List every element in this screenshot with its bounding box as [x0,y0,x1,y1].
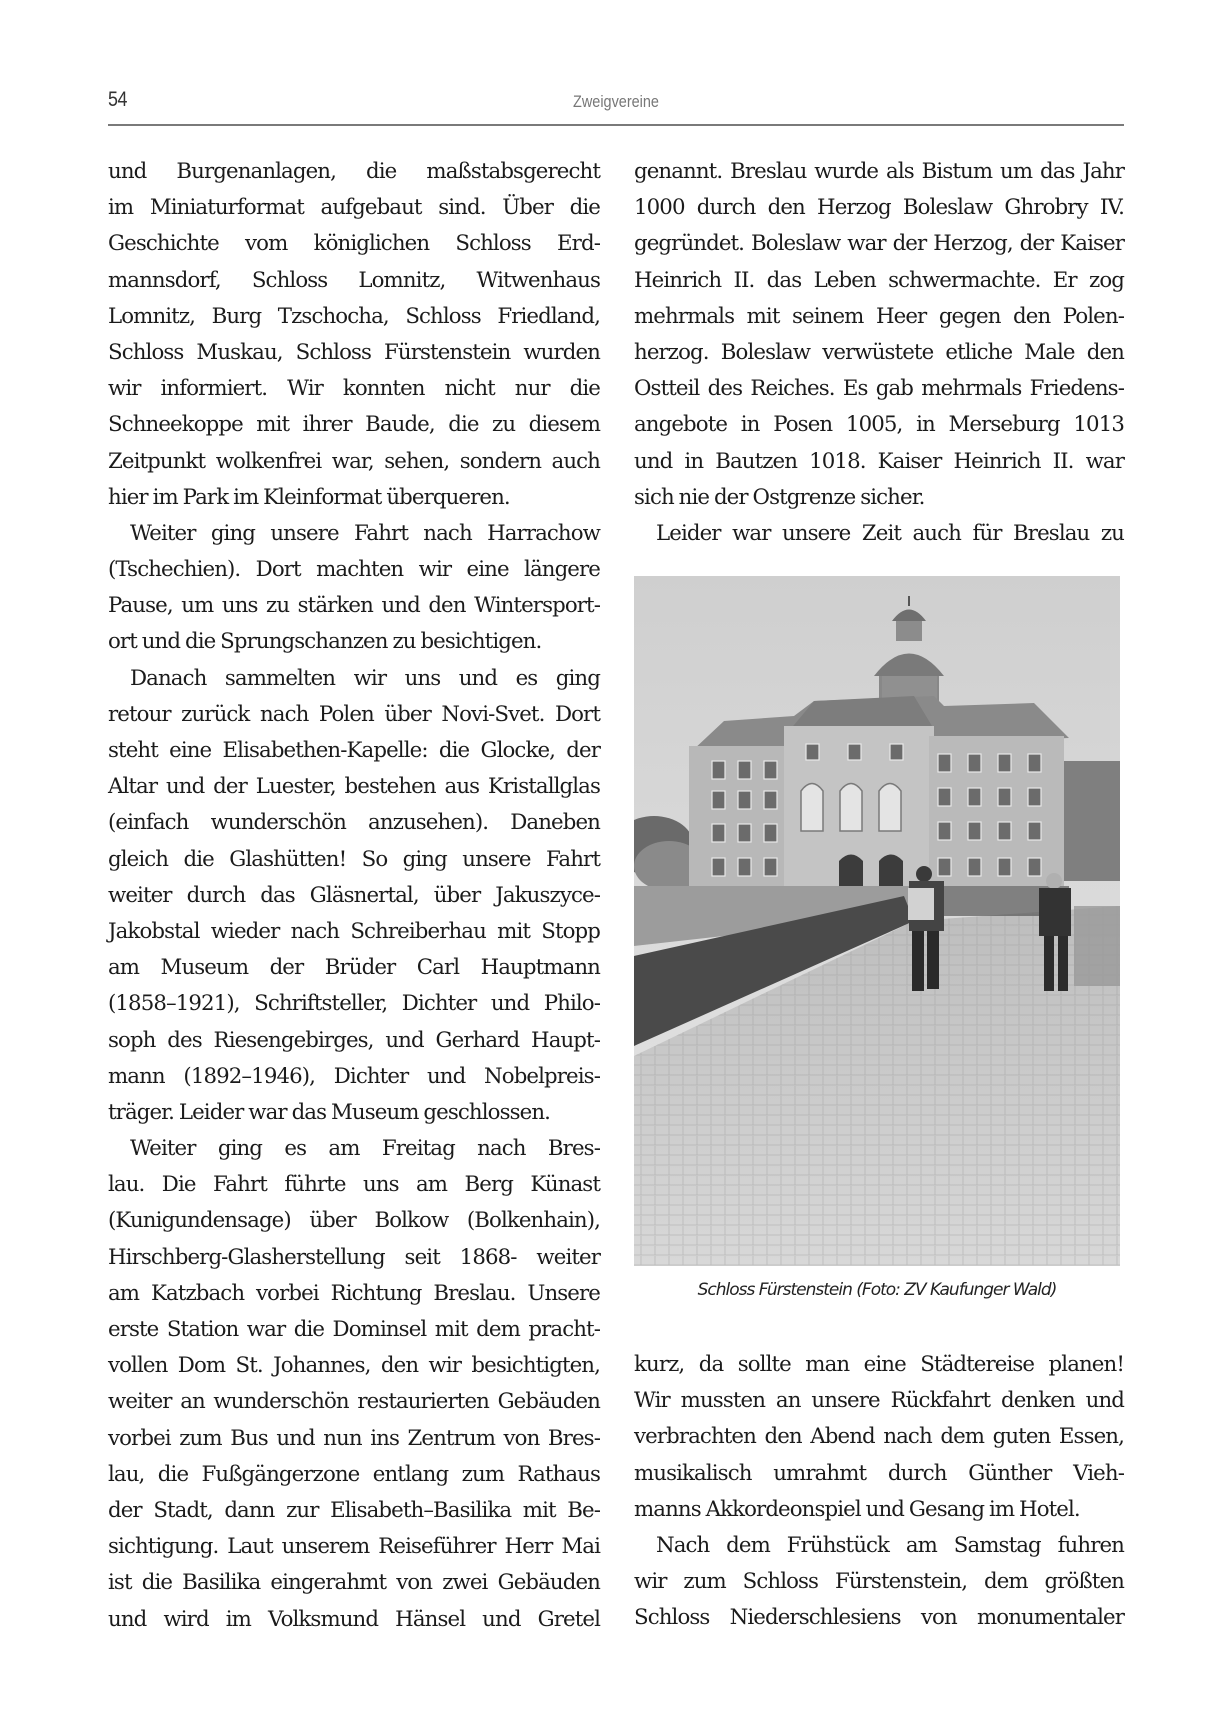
text-line: angebote in Posen 1005, in Merseburg 1013 [634,412,1124,438]
text-line: Heinrich II. das Leben schwermachte. Er zog [634,267,1124,293]
text-line: der Stadt, dann zur Elisabeth–Basilika mit Be- [108,1497,600,1523]
text-line: Schloss Muskau, Schloss Fürstenstein wurden [108,339,600,365]
text-line: und in Bautzen 1018. Kaiser Heinrich II. war [634,448,1124,474]
right-column-top [634,154,1124,552]
text-line: weiter durch das Gläsnertal, über Jakuszyce- [108,882,600,908]
right-column-bottom [634,1347,1124,1637]
text-line: Zeitpunkt wolkenfrei war, sehen, sondern auch [108,448,600,474]
text-line: im Miniaturformat aufgebaut sind. Über die [108,195,600,221]
header-rule [108,124,1124,126]
text-line: Nach dem Frühstück am Samstag fuhren [656,1532,1124,1558]
text-line: Ostteil des Reiches. Es gab mehrmals Friedens- [634,376,1124,402]
text-line: hier im Park im Kleinformat überqueren. [108,484,510,510]
text-line: Schneekoppe mit ihrer Baude, die zu diesem [108,412,600,438]
text-line: Altar und der Luester, bestehen aus Kristallglas [108,774,600,800]
text-line: erste Station war die Dominsel mit dem pracht- [108,1317,600,1342]
text-line: Hirschberg-Glasherstellung seit 1868- weiter [108,1244,600,1270]
text-line: Geschichte vom königlichen Schloss Erd- [108,231,600,257]
text-line: musikalisch umrahmt durch Günther Vieh- [634,1460,1124,1486]
text-line: soph des Riesengebirges, und Gerhard Haupt- [108,1027,600,1053]
text-line: wir zum Schloss Fürstenstein, dem größten [634,1569,1124,1595]
text-line: (einfach wunderschön anzusehen). Daneben [108,810,600,836]
text-line: am Katzbach vorbei Richtung Breslau. Unsere [108,1280,600,1306]
text-line: mannsdorf, Schloss Lomnitz, Witwenhaus [108,267,600,293]
text-line: Schloss Niederschlesiens von monumentaler [634,1605,1124,1631]
text-line: und Burgenanlagen, die maßstabsgerecht [108,159,600,184]
figure-caption: Schloss Fürstenstein (Foto: ZV Kaufunger Wald) [697,1280,1057,1300]
text-line: verbrachten den Abend nach dem guten Essen, [634,1424,1124,1450]
text-line: Lomnitz, Burg Tzschocha, Schloss Friedland, [108,303,600,329]
left-column [108,154,600,1638]
text-line: und wird im Volksmund Hänsel und Gretel [108,1606,600,1632]
text-line: sich nie der Ostgrenze sicher. [634,484,925,510]
side-building [1064,761,1120,881]
text-line: lau. Die Fahrt führte uns am Berg Künast [108,1172,600,1198]
text-line: steht eine Elisabethen-Kapelle: die Glocke, der [108,738,600,763]
text-line: Weiter ging unsere Fahrt nach Harrachow [130,520,600,546]
text-line: (Kunigundensage) über Bolkow (Bolkenhain), [108,1208,600,1234]
text-line: weiter an wunderschön restaurierten Gebäuden [108,1389,600,1415]
text-line: retour zurück nach Polen über Novi-Svet. Dort [108,701,600,727]
text-line: ist die Basilika eingerahmt von zwei Gebäuden [108,1570,600,1596]
text-line: kurz, da sollte man eine Städtereise planen! [634,1352,1124,1377]
text-line: träger. Leider war das Museum geschlossen. [108,1099,551,1125]
text-line: vollen Dom St. Johannes, den wir besichtigten, [108,1353,600,1379]
text-line: mann (1892–1946), Dichter und Nobelpreis- [108,1063,600,1089]
page-number: 54 [108,88,128,111]
text-line: Danach sammelten wir uns und es ging [130,665,600,691]
text-line: (Tschechien). Dort machten wir eine längere [108,557,600,583]
running-head: Zweigvereine [573,92,659,111]
text-line: manns Akkordeonspiel und Gesang im Hotel. [634,1496,1080,1522]
text-line: genannt. Breslau wurde als Bistum um das Jahr [634,159,1124,184]
tall-arched-windows [801,784,901,832]
text-line: mehrmals mit seinem Heer gegen den Polen- [634,303,1124,329]
text-line: Wir mussten an unsere Rückfahrt denken und [634,1388,1124,1414]
text-line: lau, die Fußgängerzone entlang zum Rathaus [108,1461,600,1487]
page-header [108,86,1124,126]
text-line: Leider war unsere Zeit auch für Breslau zu [656,520,1124,546]
text-line: gegründet. Boleslaw war der Herzog, der Kaiser [634,231,1124,257]
text-line: 1000 durch den Herzog Boleslaw Ghrobry IV. [634,195,1124,221]
text-line: am Museum der Brüder Carl Hauptmann [108,955,600,981]
text-line: Jakobstal wieder nach Schreiberhau mit Stopp [108,918,600,944]
castle-photo-illustration [634,576,1120,1266]
castle-photo [634,576,1120,1266]
text-line: (1858–1921), Schriftsteller, Dichter und Philo- [108,991,600,1017]
text-line: sichtigung. Laut unserem Reiseführer Herr Mai [108,1534,600,1560]
text-line: herzog. Boleslaw verwüstete etliche Male den [634,339,1124,365]
text-line: gleich die Glashütten! So ging unsere Fahrt [108,846,600,872]
text-line: Weiter ging es am Freitag nach Bres- [130,1136,600,1162]
text-line: vorbei zum Bus und nun ins Zentrum von Bres- [108,1425,600,1451]
text-line: wir informiert. Wir konnten nicht nur die [108,376,600,402]
text-line: Pause, um uns zu stärken und den Wintersport- [108,593,600,619]
text-line: ort und die Sprungschanzen zu besichtigen. [108,629,542,655]
